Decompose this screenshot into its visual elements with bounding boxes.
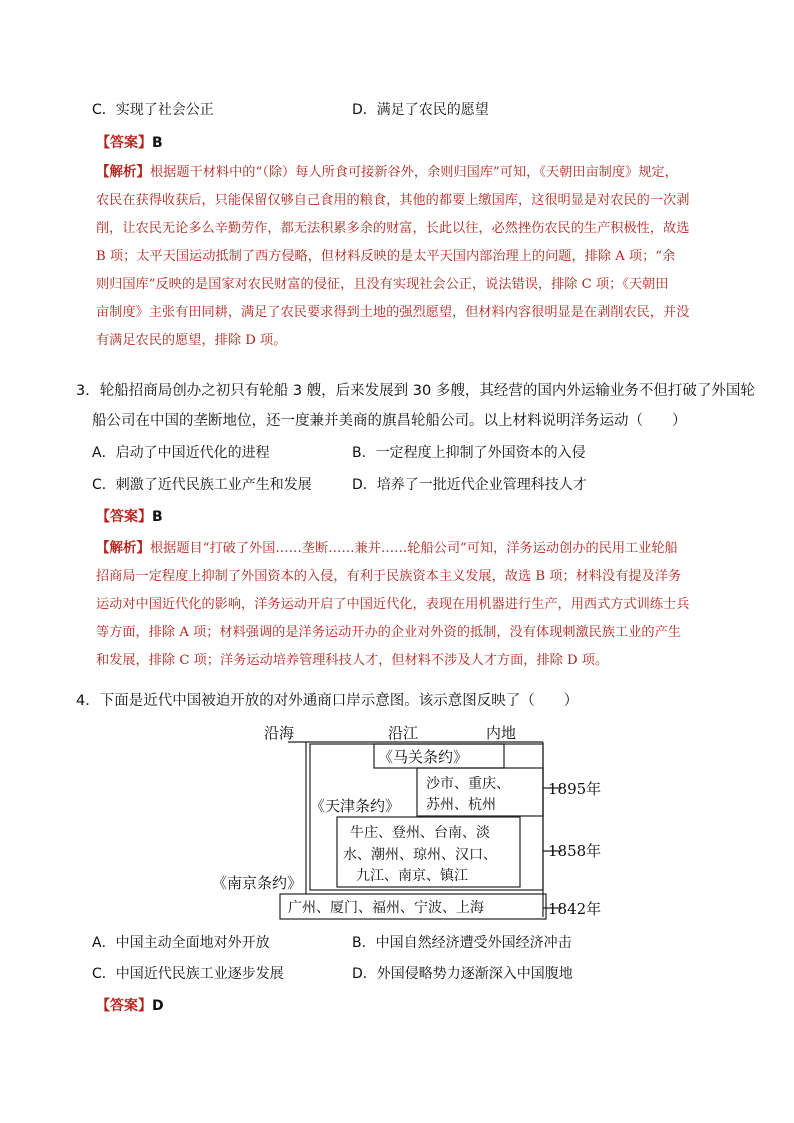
explanation-line: 和发展，排除 C 项；洋务运动培养管理科技人才，但材料不涉及人才方面，排除 D 项。 xyxy=(96,653,609,668)
ports-1858-line: 牛庄、登州、台南、淡 xyxy=(350,825,490,841)
header-coastal: 沿海 xyxy=(264,724,295,742)
q3-stem-line2: 船公司在中国的垄断地位，还一度兼并美商的旗昌轮船公司。以上材料说明洋务运动（ ） xyxy=(92,413,687,429)
answer-value: B xyxy=(152,135,163,151)
explanation-tag: 【解析】 xyxy=(96,164,150,180)
explanation-line: 根据题目“打破了外国……垄断……兼并……轮船公司”可知，洋务运动创办的民用工业轮船 xyxy=(150,541,678,556)
explanation-line: 招商局一定程度上抑制了外国资本的入侵，有利于民族资本主义发展，故选 B 项；材料没有提及洋务 xyxy=(96,569,682,584)
explanation-line: 削，让农民无论多么辛勤劳作，都无法积累多余的财富，长此以往，必然挫伤农民的生产积极性，故选 xyxy=(96,221,690,236)
explanation-line: 有满足农民的愿望，排除 D 项。 xyxy=(96,333,287,348)
q4-option-b: B．中国自然经济遭受外国经济冲击 xyxy=(352,935,572,951)
answer-value: B xyxy=(152,509,163,525)
q4-answer xyxy=(96,996,164,1016)
year-1895: 1895年 xyxy=(548,780,602,798)
q3-option-c: C．刺激了近代民族工业产生和发展 xyxy=(92,477,312,493)
q4-option-c: C．中国近代民族工业逐步发展 xyxy=(92,966,284,982)
treaty-tianjin: 《天津条约》 xyxy=(310,797,401,815)
q3-stem-line1: 3．轮船招商局创办之初只有轮船 3 艘，后来发展到 30 多艘，其经营的国内外运输业务不但打破了外国轮 xyxy=(76,383,755,399)
q3-answer xyxy=(96,507,163,527)
ports-1895-line: 沙市、重庆、 xyxy=(426,776,510,792)
header-riverine: 沿江 xyxy=(388,724,419,742)
treaty-ports-diagram xyxy=(200,718,610,923)
explanation-line: B 项；太平天国运动抵制了西方侵略，但材料反映的是太平天国内部治理上的问题，排除 A 项；“余 xyxy=(96,249,676,264)
q4-option-d: D．外国侵略势力逐渐深入中国腹地 xyxy=(352,966,573,982)
explanation-line: 则归国库”反映的是国家对农民财富的侵征，且没有实现社会公正，说法错误，排除 C 项；《天朝田 xyxy=(96,277,669,292)
answer-value: D xyxy=(152,998,164,1014)
header-inland: 内地 xyxy=(486,724,517,742)
treaty-nanjing: 《南京条约》 xyxy=(212,874,303,892)
answer-tag: 【答案】 xyxy=(96,135,152,151)
q3-option-b: B．一定程度上抑制了外国资本的入侵 xyxy=(352,445,586,461)
ports-1895-line: 苏州、杭州 xyxy=(426,797,496,813)
explanation-tag: 【解析】 xyxy=(96,540,150,556)
answer-tag: 【答案】 xyxy=(96,998,152,1014)
ports-1858-line: 水、潮州、琼州、汉口、 xyxy=(343,847,497,863)
q2-answer xyxy=(96,133,163,153)
explanation-line: 根据题干材料中的“（除）每人所食可接新谷外，余则归国库”可知，《天朝田亩制度》规定， xyxy=(150,165,678,180)
year-1858: 1858年 xyxy=(548,842,602,860)
q2-explanation xyxy=(96,162,689,351)
q3-explanation xyxy=(96,538,689,671)
explanation-line: 运动对中国近代化的影响，洋务运动开启了中国近代化，表现在用机器进行生产，用西式方式训练士兵 xyxy=(96,597,690,612)
q3-option-a: A．启动了中国近代化的进程 xyxy=(92,445,270,461)
answer-tag: 【答案】 xyxy=(96,509,152,525)
ports-1842-line: 广州、厦门、福州、宁波、上海 xyxy=(288,900,484,916)
q4-stem: 4．下面是近代中国被迫开放的对外通商口岸示意图。该示意图反映了（ ） xyxy=(76,693,579,709)
year-1842: 1842年 xyxy=(548,900,602,918)
explanation-line: 等方面，排除 A 项；材料强调的是洋务运动开办的企业对外资的抵制，没有体现刺激民族工业的产生 xyxy=(96,625,681,640)
q2-option-d: D．满足了农民的愿望 xyxy=(352,102,489,118)
treaty-shimonoseki: 《马关条约》 xyxy=(378,748,469,766)
q4-option-a: A．中国主动全面地对外开放 xyxy=(92,935,270,951)
explanation-line: 亩制度》主张有田同耕，满足了农民要求得到土地的强烈愿望，但材料内容很明显是在剥削农民，并没 xyxy=(96,305,690,320)
ports-1858-line: 九江、南京、镇江 xyxy=(356,868,468,884)
q3-option-d: D．培养了一批近代企业管理科技人才 xyxy=(352,477,587,493)
explanation-line: 农民在获得收获后，只能保留仅够自己食用的粮食，其他的都要上缴国库，这很明显是对农民的一次剥 xyxy=(96,193,690,208)
q2-option-c: C．实现了社会公正 xyxy=(92,102,214,118)
